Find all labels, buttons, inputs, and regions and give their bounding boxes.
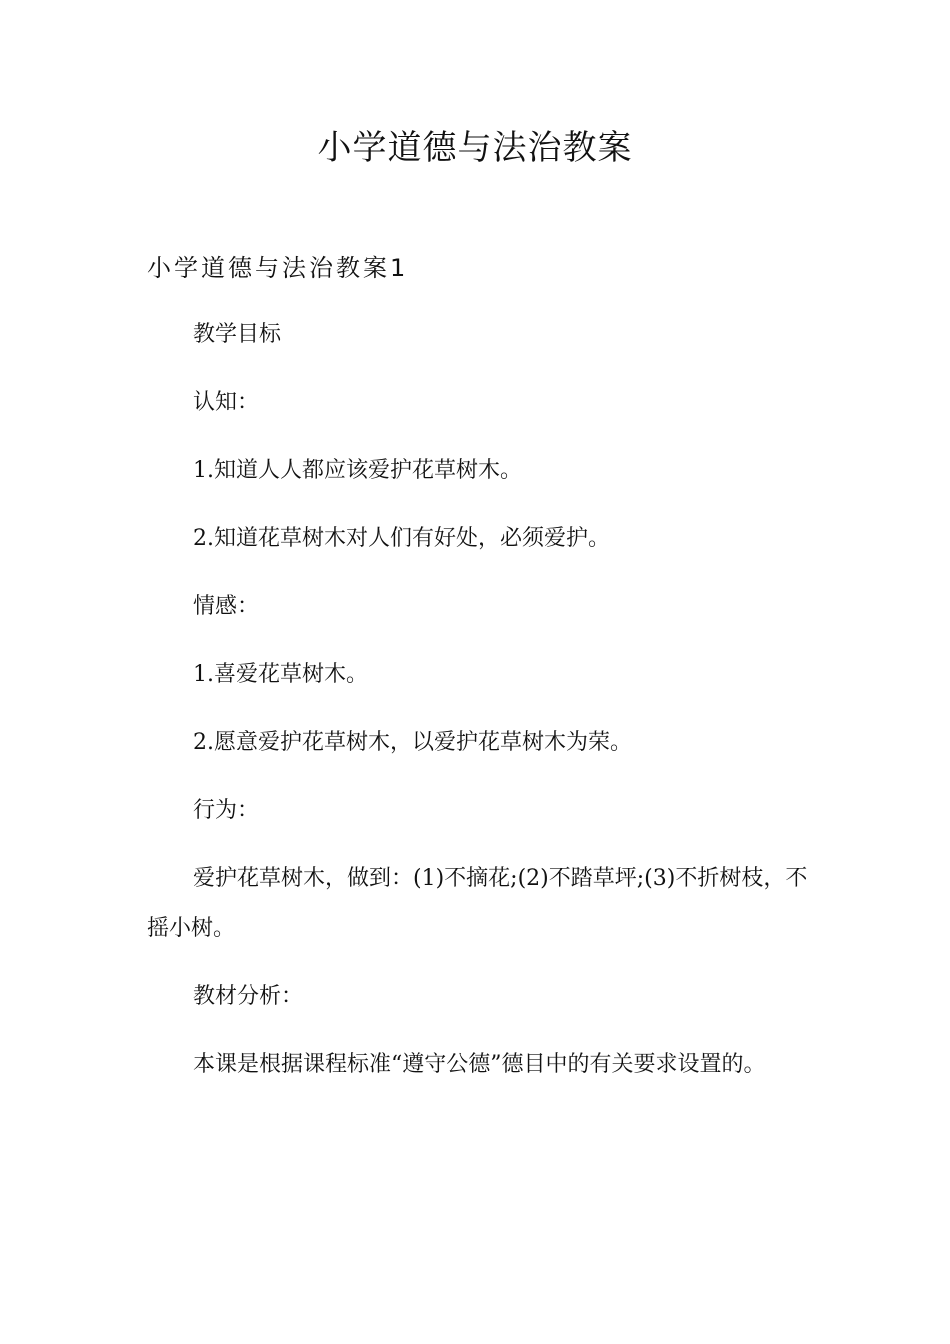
- paragraph-material-analysis-text: 本课是根据课程标准“遵守公德”德目中的有关要求设置的。: [193, 1052, 766, 1077]
- paragraph-emotion-1: 1.喜爱花草树木。: [193, 662, 368, 687]
- paragraph-emotion-label: 情感：: [193, 594, 260, 619]
- paragraph-behavior-label: 行为：: [193, 798, 260, 823]
- paragraph-cognition-2: 2.知道花草树木对人们有好处，必须爱护。: [193, 526, 610, 551]
- paragraph-emotion-2: 2.愿意爱护花草树木，以爱护花草树木为荣。: [193, 730, 632, 755]
- paragraph-behavior-detail: 爱护花草树木，做到：(1)不摘花;(2)不踏草坪;(3)不折树枝，不摇小树。: [147, 866, 808, 941]
- paragraph-teaching-goals: 教学目标: [193, 322, 282, 347]
- section-heading: 小学道德与法治教案1: [147, 254, 409, 282]
- document-title: 小学道德与法治教案: [317, 128, 633, 168]
- paragraph-material-analysis-label: 教材分析：: [193, 984, 304, 1009]
- paragraph-cognition-1: 1.知道人人都应该爱护花草树木。: [193, 458, 522, 483]
- paragraph-cognition-label: 认知：: [193, 390, 260, 415]
